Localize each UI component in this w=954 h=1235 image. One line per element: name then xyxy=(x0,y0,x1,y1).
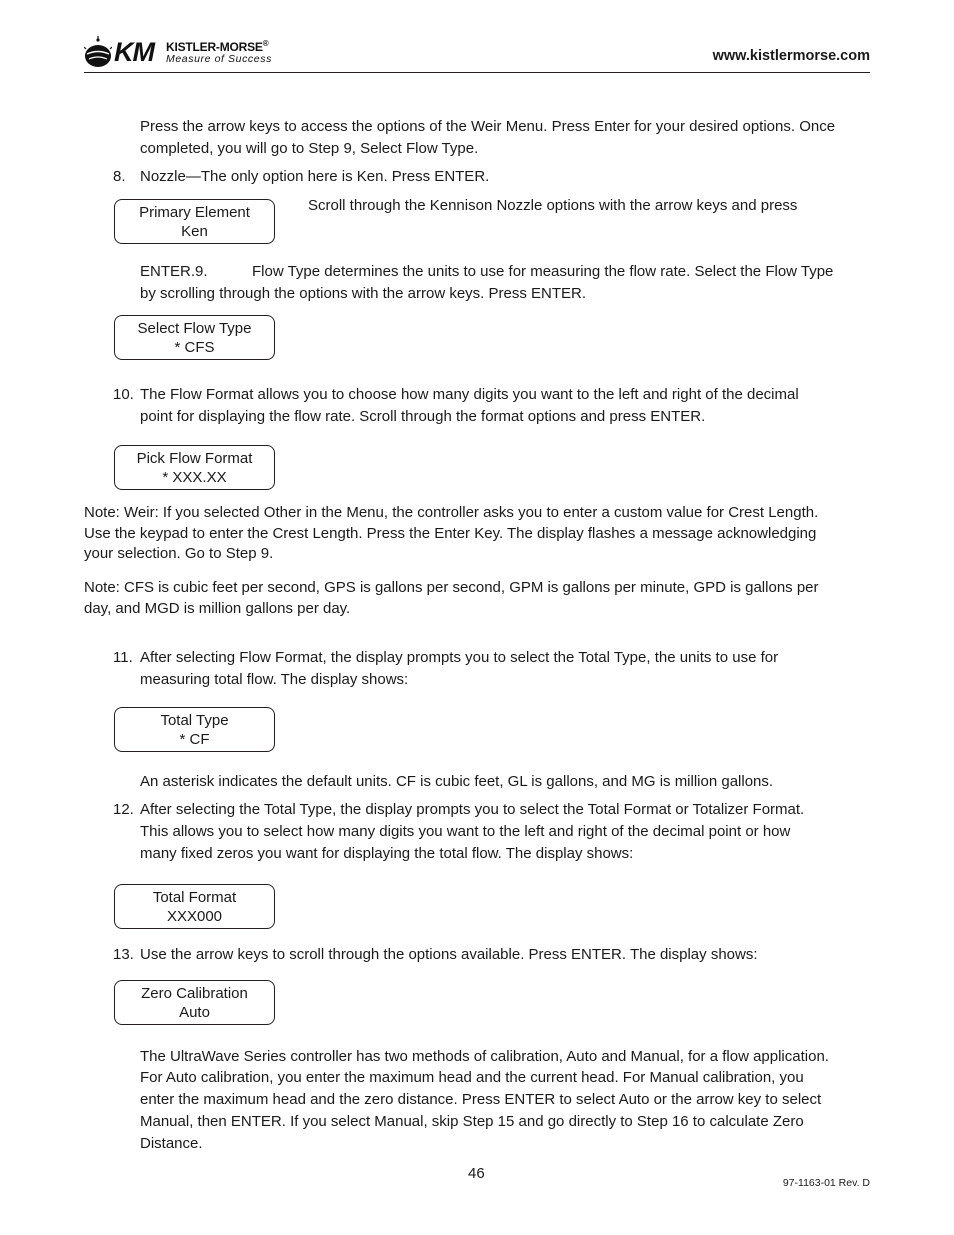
step-text: Use the arrow keys to scroll through the options available. Press ENTER. The display shows: xyxy=(140,946,758,963)
document-revision: 97-1163-01 Rev. D xyxy=(782,1177,870,1189)
paragraph-line: Press the arrow keys to access the options of the Weir Menu. Press Enter for your desired options. Once xyxy=(140,118,836,135)
display-line-1: Zero Calibration xyxy=(141,985,248,1002)
display-total-type xyxy=(114,707,275,752)
display-line-2: Ken xyxy=(181,223,208,240)
display-primary-element xyxy=(114,199,275,244)
paragraph-line: Distance. xyxy=(140,1135,203,1152)
paragraph-line: Manual, then ENTER. If you select Manual, skip Step 15 and go directly to Step 16 to calculate Zero xyxy=(140,1113,804,1130)
paragraph-line: by scrolling through the options with the arrow keys. Press ENTER. xyxy=(140,285,587,302)
step-number: 10. xyxy=(113,386,134,403)
step-text: Nozzle—The only option here is Ken. Press ENTER. xyxy=(140,168,490,185)
step-text: many fixed zeros you want for displaying the total flow. The display shows: xyxy=(140,845,634,862)
display-total-format xyxy=(114,884,275,929)
display-select-flow-type xyxy=(114,315,275,360)
logo-emblem-icon xyxy=(84,36,112,68)
display-line-1: Total Format xyxy=(152,889,237,906)
paragraph-line: enter the maximum head and the zero distance. Press ENTER to select Auto or the arrow key to select xyxy=(140,1091,822,1108)
note-line: Note: CFS is cubic feet per second, GPS is gallons per second, GPM is gallons per minute, GPD is gallons per xyxy=(84,579,819,596)
display-line-1: Pick Flow Format xyxy=(136,450,253,467)
paragraph-line: ENTER.9. xyxy=(140,263,208,280)
display-line-1: Total Type xyxy=(160,712,229,729)
note-line: day, and MGD is million gallons per day. xyxy=(84,600,351,617)
note-line: Note: Weir: If you selected Other in the Menu, the controller asks you to enter a custom value for Crest Length. xyxy=(84,504,819,521)
page-number: 46 xyxy=(468,1165,485,1182)
step-number: 11. xyxy=(113,649,133,666)
step-text: This allows you to select how many digits you want to the left and right of the decimal point or how xyxy=(140,823,791,840)
paragraph-line: completed, you will go to Step 9, Select Flow Type. xyxy=(140,140,479,157)
display-line-2: * CF xyxy=(179,731,210,748)
paragraph-line: Scroll through the Kennison Nozzle options with the arrow keys and press xyxy=(308,197,798,214)
step-text: After selecting Flow Format, the display prompts you to select the Total Type, the units to use for xyxy=(140,649,779,666)
display-line-1: Select Flow Type xyxy=(137,320,252,337)
step-text: The Flow Format allows you to choose how many digits you want to the left and right of the decimal xyxy=(140,386,799,403)
logo-company-name: KISTLER-MORSE® xyxy=(166,39,269,54)
display-line-2: * XXX.XX xyxy=(162,469,227,486)
display-line-2: * CFS xyxy=(174,339,215,356)
note-line: Use the keypad to enter the Crest Length. Press the Enter Key. The display flashes a message acknowledging xyxy=(84,525,817,542)
paragraph-line: For Auto calibration, you enter the maximum head and the current head. For Manual calibration, you xyxy=(140,1069,804,1086)
display-line-2: Auto xyxy=(179,1004,210,1021)
logo-tagline: Measure of Success xyxy=(166,53,272,65)
paragraph-line: An asterisk indicates the default units. CF is cubic feet, GL is gallons, and MG is million gallons. xyxy=(140,773,774,790)
step-text: measuring total flow. The display shows: xyxy=(140,671,409,688)
step-number: 13. xyxy=(113,946,134,963)
paragraph-line: The UltraWave Series controller has two methods of calibration, Auto and Manual, for a flow application. xyxy=(140,1048,829,1065)
display-line-2: XXX000 xyxy=(166,908,223,925)
display-zero-calibration xyxy=(114,980,275,1025)
note-line: your selection. Go to Step 9. xyxy=(84,545,274,562)
display-line-1: Primary Element xyxy=(139,204,250,221)
step-number: 12. xyxy=(113,801,134,818)
website-link[interactable]: www.kistlermorse.com xyxy=(712,48,870,64)
header-divider xyxy=(84,72,870,73)
step-text: After selecting the Total Type, the display prompts you to select the Total Format or Totalizer Format. xyxy=(140,801,805,818)
step-number: 8. xyxy=(113,168,126,185)
display-pick-flow-format xyxy=(114,445,275,490)
paragraph-line: Flow Type determines the units to use for measuring the flow rate. Select the Flow Type xyxy=(252,263,834,280)
company-logo xyxy=(84,34,284,70)
step-text: point for displaying the flow rate. Scroll through the format options and press ENTER. xyxy=(140,408,706,425)
logo-initials: KM xyxy=(114,37,154,67)
